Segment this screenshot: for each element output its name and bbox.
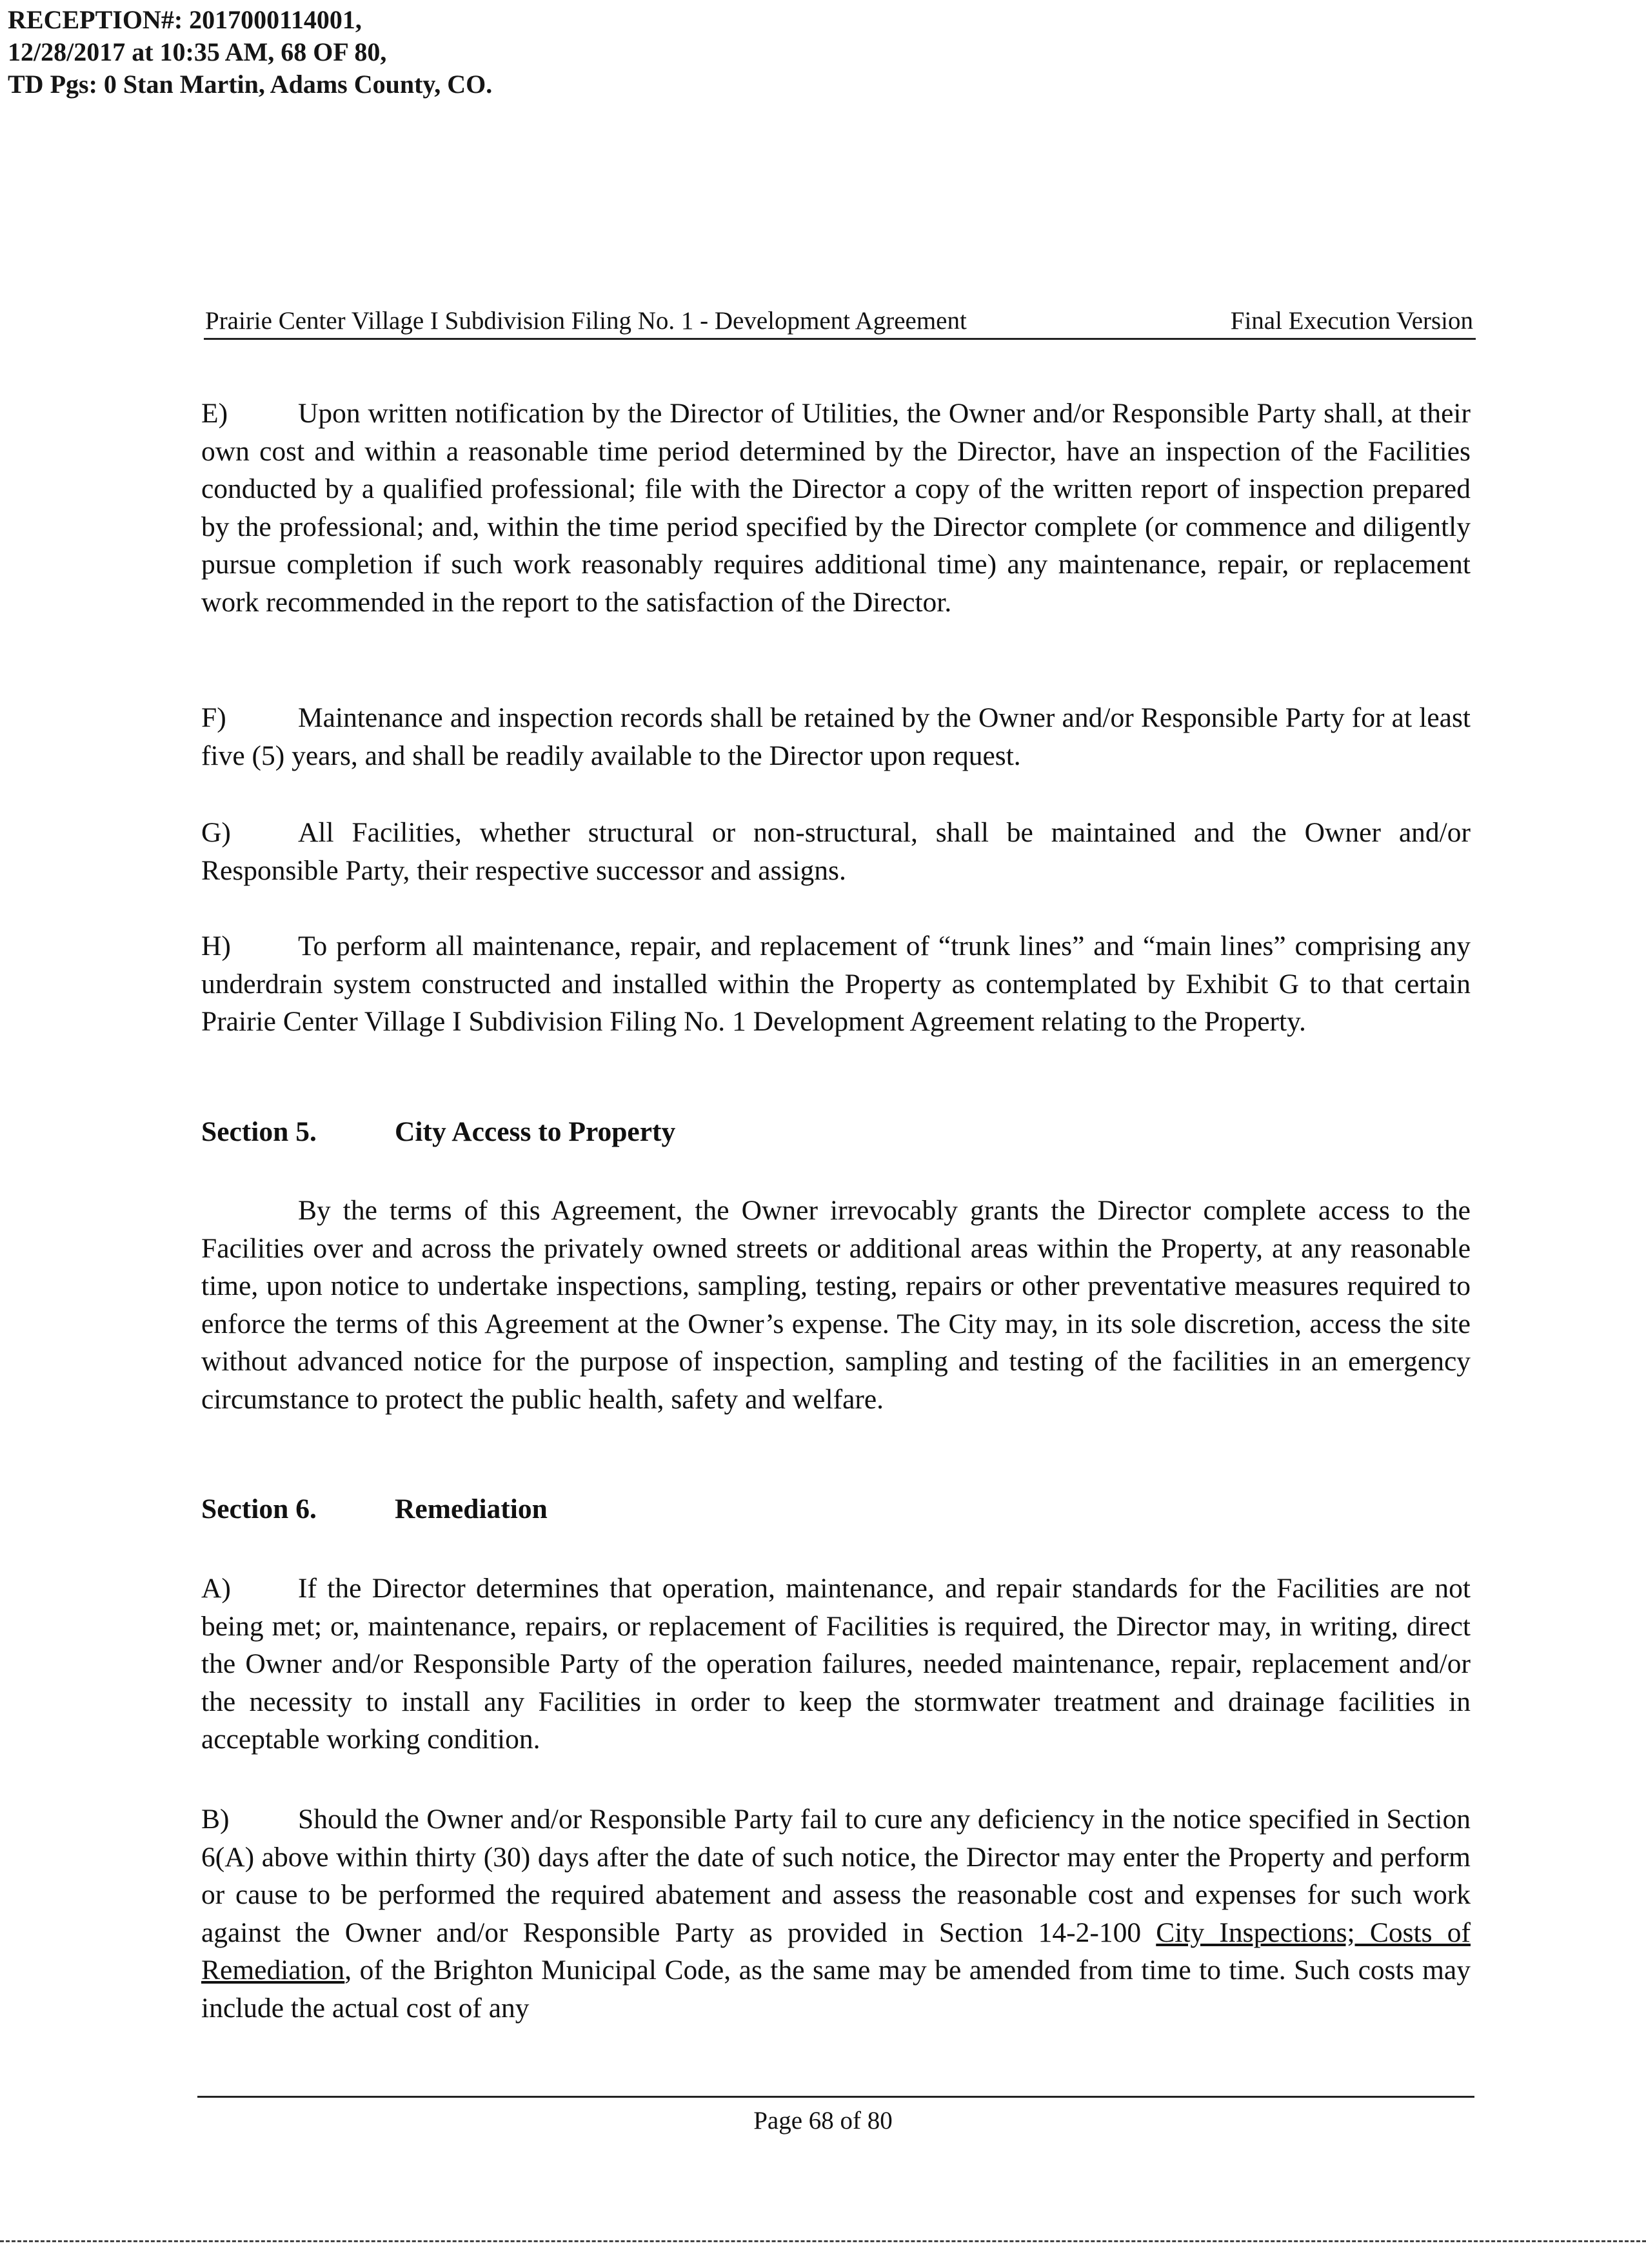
paragraph-h-label: H) (201, 931, 231, 961)
paragraph-6a-text: If the Director determines that operation, maintenance, and repair standards for the Facilities are not being met; or, maintenance, repairs, or replacement of Facilities is required, the Director may, in writing, direct the Owner and/or Responsible Party of the operation failures, needed maintenance, repair, replacement and/or the necessity to install any Facilities in order to keep the stormwater treatment and drainage facilities in acceptable working condition. (201, 1573, 1471, 1755)
stamp-county-line: TD Pgs: 0 Stan Martin, Adams County, CO. (8, 70, 493, 99)
paragraph-6b-label: B) (201, 1804, 230, 1835)
section-5-title: City Access to Property (395, 1116, 676, 1147)
paragraph-g (201, 814, 1471, 889)
recording-stamp (8, 4, 492, 101)
paragraph-f-text: Maintenance and inspection records shall be retained by the Owner and/or Responsible Party for at least five (5) years, and shall be readily available to the Director upon request. (201, 702, 1471, 771)
paragraph-e-label: E) (201, 398, 228, 429)
paragraph-e-text: Upon written notification by the Director of Utilities, the Owner and/or Responsible Party shall, at their own cost and within a reasonable time period determined by the Director, have an inspection of the Facilities conducted by a qualified professional; file with the Director a copy of the written report of inspection prepared by the professional; and, within the time period specified by the Director complete (or commence and diligently pursue completion if such work reasonably requires additional time) any maintenance, repair, or replacement work recommended in the report to the satisfaction of the Director. (201, 398, 1471, 618)
paragraph-h (201, 927, 1471, 1041)
paragraph-g-label: G) (201, 817, 231, 848)
section-5-heading (201, 1116, 675, 1148)
section-6-heading (201, 1493, 548, 1525)
paragraph-6a-label: A) (201, 1573, 231, 1604)
paragraph-6b (201, 1800, 1471, 2027)
document-title: Prairie Center Village I Subdivision Filing No. 1 - Development Agreement (205, 307, 967, 335)
section-5-text: By the terms of this Agreement, the Owner irrevocably grants the Director complete access to the Facilities over and across the privately owned streets or additional areas within the Property, at any reasonable time, upon notice to undertake inspections, sampling, testing, repairs or other preventative measures required to enforce the terms of this Agreement at the Owner’s expense. The City may, in its sole discretion, access the site without advanced notice for the purpose of inspection, sampling and testing of the facilities in an emergency circumstance to protect the public health, safety and welfare. (201, 1195, 1471, 1415)
stamp-date-line: 12/28/2017 at 10:35 AM, 68 OF 80, (8, 37, 387, 66)
section-6-number: Section 6. (201, 1494, 317, 1524)
paragraph-6b-text-before: Should the Owner and/or Responsible Party fail to cure any deficiency in the notice specified in Section 6(A) above within thirty (30) days after the date of such notice, the Director may enter the Property and perform or cause to be performed the required abatement and assess the reasonable cost and expenses for such work against the Owner and/or Responsible Party as provided in Section 14-2-100 (201, 1804, 1471, 1948)
paragraph-6b-text-after: , of the Brighton Municipal Code, as the same may be amended from time to time. Such costs may include the actual cost of any (201, 1955, 1471, 2024)
section-6-title: Remediation (395, 1494, 548, 1524)
footer-divider (197, 2096, 1474, 2098)
paragraph-6a (201, 1570, 1471, 1759)
version-label: Final Execution Version (1230, 307, 1473, 335)
paragraph-g-text: All Facilities, whether structural or non-structural, shall be maintained and the Owner and/or Responsible Party, their respective successor and assigns. (201, 817, 1471, 886)
scan-edge-line (0, 2240, 1646, 2242)
paragraph-f (201, 699, 1471, 774)
section-5-number: Section 5. (201, 1116, 317, 1147)
paragraph-e (201, 395, 1471, 621)
code-section-reference: City Inspections; Costs of Remediation (201, 1917, 1471, 1986)
section-5-body (201, 1192, 1471, 1418)
stamp-reception-line: RECEPTION#: 2017000114001, (8, 5, 362, 34)
paragraph-h-text: To perform all maintenance, repair, and replacement of “trunk lines” and “main lines” comprising any underdrain system constructed and installed within the Property as contemplated by Exhibit G to that certain Prairie Center Village I Subdivision Filing No. 1 Development Agreement relating to the Property. (201, 931, 1471, 1037)
paragraph-f-label: F) (201, 702, 226, 733)
page-header (204, 295, 1476, 340)
page-number: Page 68 of 80 (753, 2107, 893, 2135)
